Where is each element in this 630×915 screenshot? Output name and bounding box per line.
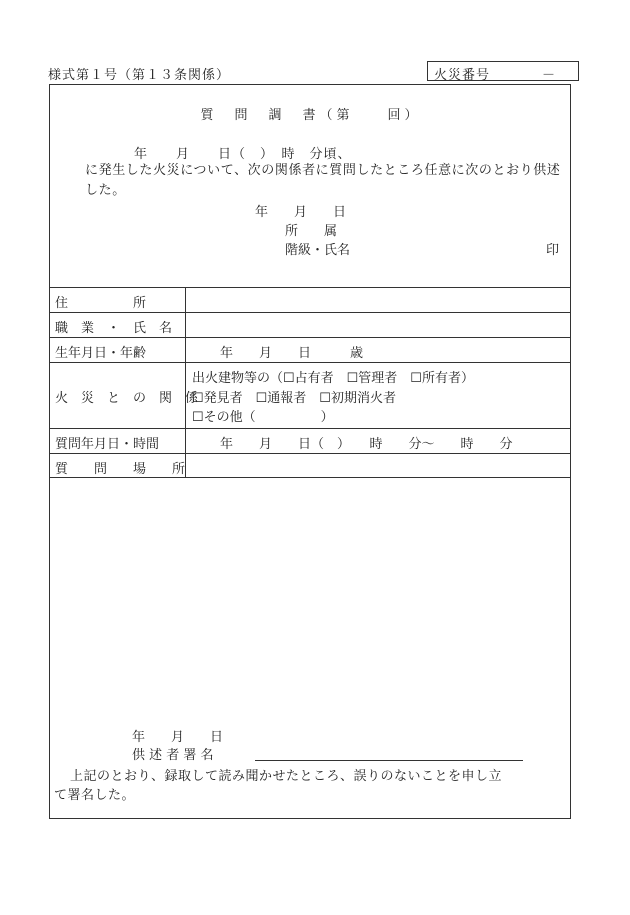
form-number-title: 様式第１号（第１３条関係） (48, 68, 231, 83)
closing-statement-2: て署名した。 (54, 788, 136, 803)
signature-label: 供 述 者 署 名 (132, 748, 214, 763)
relation-line-1: 出火建物等の（☐占有者 ☐管理者 ☐所有者） (192, 371, 474, 386)
seal-mark: 印 (546, 243, 560, 258)
divider (50, 337, 570, 338)
relation-line-3: ☐その他（ ） (192, 410, 334, 425)
closing-statement-1: 上記のとおり、録取して読み聞かせたところ、誤りのないことを申し立 (70, 769, 503, 784)
document-title: 質 問 調 書（第 回） (200, 108, 422, 123)
fire-number-value: － (542, 68, 556, 83)
inquiry-form-frame (49, 84, 571, 819)
examiner-department: 所 属 (285, 224, 338, 239)
question-datetime-label: 質問年月日・時間 (55, 437, 160, 452)
address-label: 住 所 (55, 296, 147, 311)
divider (50, 428, 570, 429)
intro-statement: に発生した火災について、次の関係者に質問したところ任意に次のとおり供述した。 (85, 163, 561, 198)
fire-number-box (427, 61, 579, 81)
divider (50, 477, 570, 478)
signature-line[interactable] (255, 760, 523, 761)
question-place-label: 質 問 場 所 (55, 462, 186, 477)
examiner-rank-name: 階級・氏名 (285, 243, 351, 258)
fire-relation-label: 火 災 と の 関 係 (55, 391, 199, 406)
fire-date-line: 年 月 日（ ） 時 分頃、 (134, 147, 352, 162)
occupation-name-label: 職 業 ・ 氏 名 (55, 321, 173, 336)
divider (50, 287, 570, 288)
divider (50, 362, 570, 363)
birthdate-age-value: 年 月 日 歳 (220, 346, 364, 361)
examiner-date: 年 月 日 (255, 205, 347, 220)
relation-line-2: ☐発見者 ☐通報者 ☐初期消火者 (192, 391, 396, 406)
birthdate-age-label: 生年月日・年齢 (55, 346, 147, 361)
column-divider (185, 287, 186, 477)
divider (50, 453, 570, 454)
fire-number-label: 火災番号 (434, 68, 491, 83)
statement-date: 年 月 日 (132, 730, 224, 745)
question-datetime-value: 年 月 日（ ） 時 分～ 時 分 (220, 437, 513, 452)
divider (50, 312, 570, 313)
